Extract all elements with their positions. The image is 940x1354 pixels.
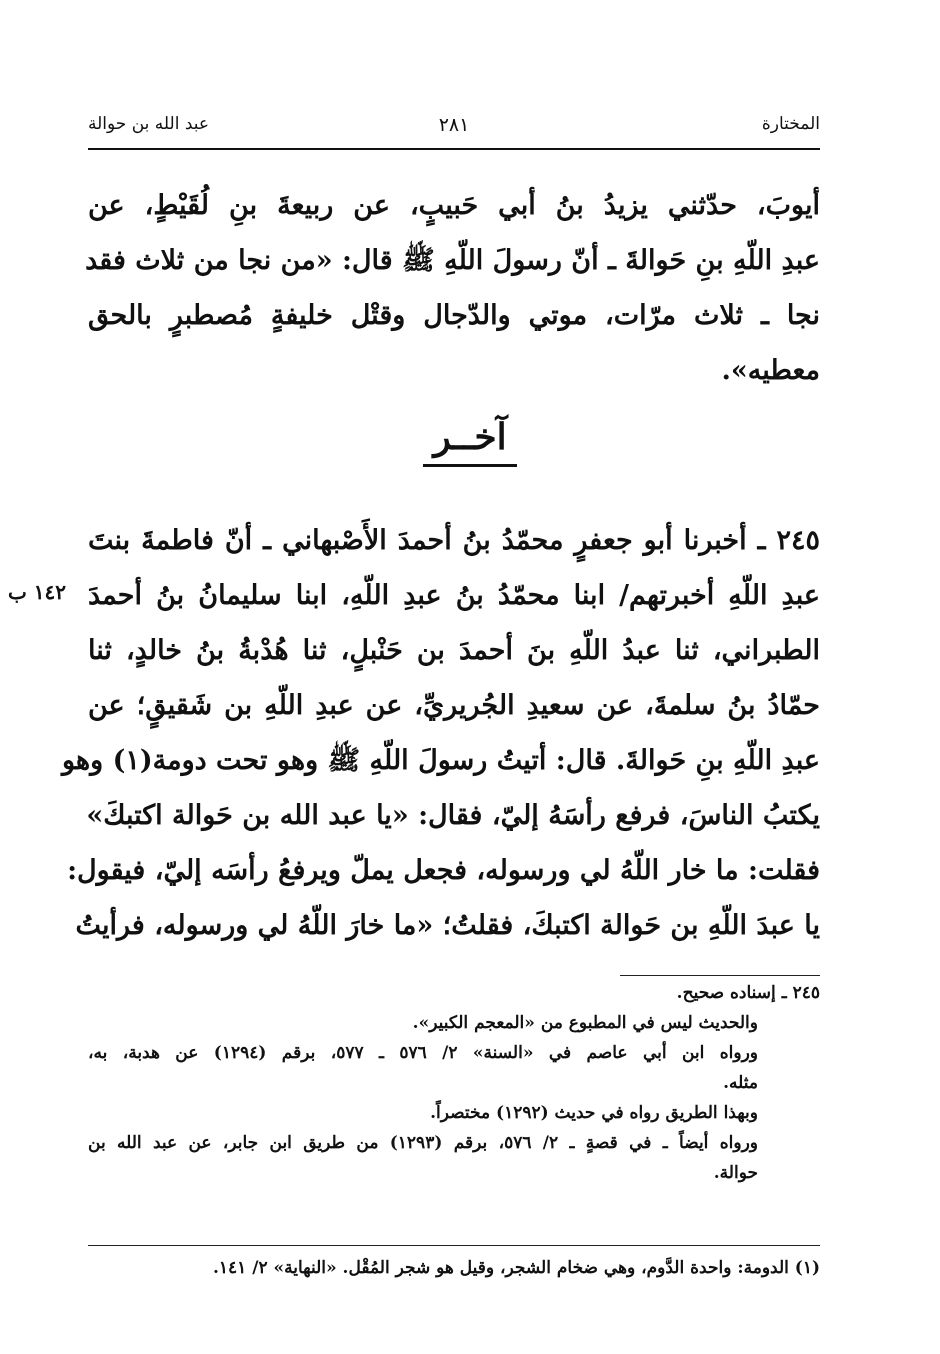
text-line: عبدِ اللّهِ بنِ حَوالةَ ـ أنّ رسولَ اللّهِ ﷺ قال: «من نجا من ثلاث فقد: [85, 245, 820, 276]
section-heading-text: آخــر: [423, 416, 516, 467]
text-line: يا عبدَ اللّهِ بن حَوالة اكتبكَ، فقلتُ؛ «ما خارَ اللّهُ لي ورسوله، فرأيتُ: [75, 910, 820, 941]
header-divider: [88, 148, 820, 150]
footnote-divider: [88, 1245, 820, 1246]
running-header: [88, 108, 820, 148]
section-heading: [0, 416, 940, 467]
text-line: أيوبَ، حدّثني يزيدُ بنُ أبي حَبيبٍ، عن ربيعةَ بنِ لُقَيْطٍ، عن: [88, 190, 820, 221]
margin-folio-note: ١٤٢ ب: [8, 580, 67, 604]
page-number: ٢٨١: [438, 114, 470, 136]
text-line: نجا ـ ثلاث مرّات، موتي والدّجال وقتْل خليفةٍ مُصطبرٍ بالحق: [88, 300, 820, 331]
note-line: والحديث ليس في المطبوع من «المعجم الكبير».: [412, 1013, 758, 1033]
text-line: عبدِ اللّهِ بنِ حَوالةَ. قال: أتيتُ رسولَ اللّهِ ﷺ وهو تحت دومة(١) وهو: [61, 745, 820, 776]
commentary-notes: [88, 978, 820, 1188]
text-line: حمّادُ بنُ سلمةَ، عن سعيدِ الجُريريِّ، عن عبدِ اللّهِ بن شَقيقٍ؛ عن: [88, 690, 820, 721]
note-line: مثله.: [723, 1073, 758, 1093]
header-chapter-title: عبد الله بن حوالة: [88, 114, 210, 134]
text-line: ٢٤٥ ـ أخبرنا أبو جعفرٍ محمّدُ بنُ أحمدَ الأَصْبهاني ـ أنّ فاطمةَ بنتَ: [88, 525, 820, 556]
footnote: (١) الدومة: واحدة الدَّوم، وهي ضخام الشجر، وقيل هو شجر المُقْل. «النهاية» ٢/ ١٤١.: [212, 1258, 820, 1278]
note-line: حوالة.: [713, 1163, 758, 1183]
note-line: ورواه ابن أبي عاصم في «السنة» ٢/ ٥٧٦ ـ ٥٧٧، برقم (١٢٩٤) عن هدبة، به،: [88, 1043, 758, 1063]
header-book-title: المختارة: [761, 114, 820, 134]
note-line: ورواه أيضاً ـ في قصةٍ ـ ٢/ ٥٧٦، برقم (١٢٩٣) من طريق ابن جابر، عن عبد الله بن: [88, 1133, 758, 1153]
note-line: وبهذا الطريق رواه في حديث (١٢٩٢) مختصراً.: [430, 1103, 758, 1123]
text-line: معطيه».: [721, 355, 820, 386]
text-line: فقلت: ما خار اللّهُ لي ورسوله، فجعل يملّ ويرفعُ رأسَه إليّ، فيقول:: [67, 855, 820, 886]
note-line: ٢٤٥ ـ إسناده صحيح.: [676, 983, 820, 1003]
text-line: عبدِ اللّهِ أخبرتهم/ ابنا محمّدُ بنُ عبدِ اللّهِ، ابنا سليمانُ بنُ أحمدَ: [88, 580, 820, 611]
text-line: يكتبُ الناسَ، فرفع رأسَهُ إليّ، فقال: «يا عبد الله بن حَوالة اكتبكَ»: [86, 800, 820, 831]
main-text: [61, 178, 820, 953]
notes-divider: [620, 975, 820, 976]
text-line: الطبراني، ثنا عبدُ اللّهِ بنَ أحمدَ بن حَنْبلٍ، ثنا هُدْبةُ بنُ خالدٍ، ثنا: [88, 635, 820, 666]
